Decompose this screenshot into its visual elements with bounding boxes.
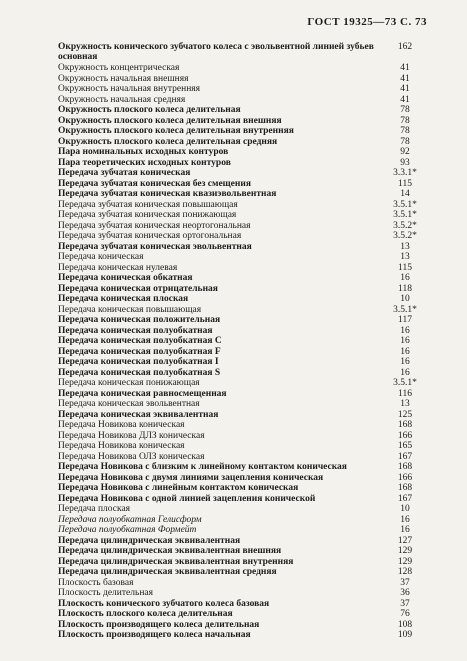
entry-term: Пара теоретических исходных контуров [58, 157, 231, 168]
entry-term: Окружность плоского колеса делительная внутренняя [58, 126, 294, 136]
entry-term: Окружность концентрическая [58, 63, 180, 73]
index-entry [58, 63, 418, 74]
entry-page: 3.5.2* [393, 231, 417, 241]
index-entry [58, 42, 418, 63]
entry-page: 3.5.1* [393, 304, 417, 315]
index-entry [58, 609, 418, 620]
index-entry [58, 494, 418, 505]
page-header: ГОСТ 19325—73 С. 73 [307, 16, 427, 28]
entry-page: 78 [400, 126, 410, 136]
entry-term: Передача коническая полуобкатная I [58, 357, 219, 367]
entry-page: 41 [400, 63, 410, 73]
entry-page: 16 [400, 514, 410, 525]
index-list [58, 42, 418, 641]
entry-term: Плоскость плоского колеса делительная [58, 609, 233, 619]
index-entry [58, 105, 418, 116]
entry-page: 16 [400, 346, 410, 357]
index-entry [58, 336, 418, 347]
entry-page: 129 [397, 546, 413, 556]
entry-page: 13 [400, 399, 410, 409]
index-entry [58, 284, 418, 295]
entry-page: 78 [400, 136, 410, 147]
entry-term: Передача зубчатая коническая повышающая [58, 199, 238, 210]
entry-page: 36 [400, 588, 410, 598]
entry-page: 13 [400, 252, 410, 262]
entry-page: 41 [400, 94, 410, 105]
entry-term: Передача зубчатая коническая без смещения [58, 178, 251, 189]
entry-term: Передача коническая положительная [58, 315, 221, 325]
entry-page: 3.5.1* [393, 378, 417, 388]
entry-term: Плоскость базовая [58, 577, 134, 588]
entry-term: Передача коническая плоская [58, 294, 189, 304]
entry-page: 118 [398, 283, 412, 294]
entry-page: 10 [400, 294, 410, 304]
index-entry [58, 536, 418, 547]
index-entry [58, 263, 418, 274]
entry-term: Передача цилиндрическая эквивалентная [58, 535, 241, 546]
entry-page: 109 [397, 630, 413, 640]
entry-page: 37 [400, 577, 410, 588]
entry-term: Передача коническая равносмещенная [58, 388, 227, 399]
entry-term: Передача зубчатая коническая эвольвентная [58, 241, 252, 252]
entry-page: 162 [397, 42, 413, 52]
entry-term: Окружность начальная средняя [58, 94, 186, 105]
index-entry [58, 389, 418, 400]
entry-page: 168 [397, 483, 413, 493]
index-entry [58, 84, 418, 95]
entry-page: 166 [397, 472, 413, 483]
index-entry [58, 158, 418, 169]
index-entry [58, 378, 418, 389]
entry-term: Окружность плоского колеса делительная внешняя [58, 115, 282, 126]
entry-term: Плоскость конического зубчатого колеса базовая [58, 598, 270, 609]
index-entry [58, 462, 418, 473]
entry-term: Передача коническая повышающая [58, 304, 202, 315]
entry-page: 37 [400, 598, 410, 609]
entry-term: Окружность начальная внутренняя [58, 84, 201, 94]
entry-term: Передача зубчатая коническая неортогональная [58, 220, 251, 231]
index-entry [58, 420, 418, 431]
entry-term: Передача Новикова с линейным контактом коническая [58, 483, 299, 493]
entry-term: Передача коническая полуобкатная С [58, 336, 222, 346]
entry-term: Передача Новикова с двумя линиями зацепления коническая [58, 472, 324, 483]
entry-page: 16 [400, 357, 410, 367]
entry-term: Передача Новикова коническая [58, 441, 185, 451]
entry-page: 125 [397, 409, 413, 420]
entry-term: Окружность плоского колеса делительная [58, 105, 241, 115]
entry-term: Передача коническая отрицательная [58, 283, 218, 294]
entry-page: 166 [397, 430, 413, 441]
entry-term: Передача Новикова с близким к линейному контактом коническая [58, 462, 347, 472]
index-entry [58, 189, 418, 200]
index-entry [58, 252, 418, 263]
entry-term: Передача коническая полуобкатная F [58, 346, 221, 357]
index-entry [58, 399, 418, 410]
entry-page: 116 [398, 388, 412, 399]
index-entry [58, 95, 418, 106]
index-entry [58, 231, 418, 242]
entry-page: 16 [400, 525, 410, 535]
index-entry [58, 515, 418, 526]
index-entry [58, 305, 418, 316]
entry-term: Передача коническая эквивалентная [58, 409, 219, 420]
entry-page: 10 [400, 504, 410, 514]
entry-term: Передача коническая эвольвентная [58, 399, 200, 409]
entry-term: Передача коническая понижающая [58, 378, 200, 388]
entry-page: 168 [397, 462, 413, 472]
index-entry [58, 357, 418, 368]
entry-page: 117 [398, 315, 412, 325]
index-entry [58, 578, 418, 589]
entry-page: 168 [397, 420, 413, 430]
index-entry [58, 137, 418, 148]
entry-page: 3.5.1* [393, 210, 417, 220]
entry-term: Передача коническая полуобкатная [58, 325, 213, 336]
entry-page: 13 [400, 241, 410, 252]
entry-page: 16 [400, 336, 410, 346]
index-entry [58, 326, 418, 337]
entry-term: Передача коническая полуобкатная S [58, 367, 221, 378]
entry-term: Передача полуобкатная Гелисформ [58, 514, 202, 525]
index-entry [58, 179, 418, 190]
index-entry [58, 294, 418, 305]
entry-term: Окружность плоского колеса делительная средняя [58, 136, 278, 147]
entry-page: 41 [400, 84, 410, 94]
index-entry [58, 126, 418, 137]
index-entry [58, 273, 418, 284]
index-entry [58, 410, 418, 421]
entry-term: Пара номинальных исходных контуров [58, 147, 229, 157]
entry-term: Плоскость производящего колеса делительная [58, 619, 260, 630]
entry-term: Плоскость делительная [58, 588, 153, 598]
entry-page: 165 [397, 441, 413, 451]
index-entry [58, 210, 418, 221]
entry-term: Передача зубчатая коническая [58, 168, 191, 178]
index-entry [58, 567, 418, 578]
index-entry [58, 483, 418, 494]
index-entry [58, 74, 418, 85]
index-entry [58, 116, 418, 127]
index-entry [58, 588, 418, 599]
entry-page: 16 [400, 367, 410, 378]
entry-page: 92 [400, 147, 410, 157]
entry-term: Передача зубчатая коническая квазиэвольвентная [58, 189, 277, 199]
entry-term: Передача коническая [58, 252, 144, 262]
entry-page: 16 [400, 325, 410, 336]
entry-term: Передача цилиндрическая эквивалентная внешняя [58, 546, 282, 556]
index-entry [58, 546, 418, 557]
index-entry [58, 452, 418, 463]
entry-term: Передача цилиндрическая эквивалентная средняя [58, 567, 277, 577]
index-entry [58, 431, 418, 442]
index-entry [58, 525, 418, 536]
entry-term: Передача Новикова с одной линией зацепления конической [58, 493, 316, 504]
entry-term: Передача коническая обкатная [58, 273, 193, 283]
entry-page: 93 [400, 157, 410, 168]
index-entry [58, 630, 418, 641]
index-entry [58, 242, 418, 253]
index-entry [58, 441, 418, 452]
entry-page: 78 [400, 105, 410, 115]
index-entry [58, 368, 418, 379]
entry-page: 3.5.1* [393, 199, 417, 210]
entry-term: Передача Новикова коническая [58, 420, 185, 430]
entry-page: 167 [397, 493, 413, 504]
entry-term: Передача коническая нулевая [58, 262, 178, 273]
entry-term: Окружность начальная внешняя [58, 73, 189, 84]
entry-term: Передача Новикова ОЛЗ коническая [58, 451, 205, 462]
entry-term: Передача полуобкатная Формейт [58, 525, 197, 535]
entry-page: 128 [397, 567, 413, 577]
index-entry [58, 315, 418, 326]
index-entry [58, 557, 418, 568]
entry-page: 3.5.2* [393, 220, 417, 231]
entry-term: Окружность конического зубчатого колеса с эвольвентной линией зубьев основная [58, 42, 374, 62]
entry-page: 16 [400, 273, 410, 283]
entry-term: Передача Новикова ДЛЗ коническая [58, 430, 205, 441]
index-entry [58, 504, 418, 515]
entry-page: 127 [397, 535, 413, 546]
entry-page: 129 [397, 556, 413, 567]
entry-page: 115 [398, 262, 412, 273]
entry-page: 3.3.1* [393, 168, 417, 178]
index-entry [58, 599, 418, 610]
index-entry [58, 473, 418, 484]
entry-page: 115 [398, 178, 412, 189]
index-entry [58, 221, 418, 232]
entry-term: Плоскость производящего колеса начальная [58, 630, 251, 640]
index-entry [58, 620, 418, 631]
entry-term: Передача плоская [58, 504, 131, 514]
entry-page: 78 [400, 115, 410, 126]
entry-page: 76 [400, 609, 410, 619]
index-entry [58, 200, 418, 211]
entry-page: 167 [397, 451, 413, 462]
entry-term: Передача цилиндрическая эквивалентная внутренняя [58, 556, 294, 567]
index-entry [58, 147, 418, 158]
index-entry [58, 347, 418, 358]
index-entry [58, 168, 418, 179]
entry-page: 108 [397, 619, 413, 630]
entry-page: 41 [400, 73, 410, 84]
entry-page: 14 [400, 189, 410, 199]
entry-term: Передача зубчатая коническая понижающая [58, 210, 237, 220]
entry-term: Передача зубчатая коническая ортогональная [58, 231, 242, 241]
